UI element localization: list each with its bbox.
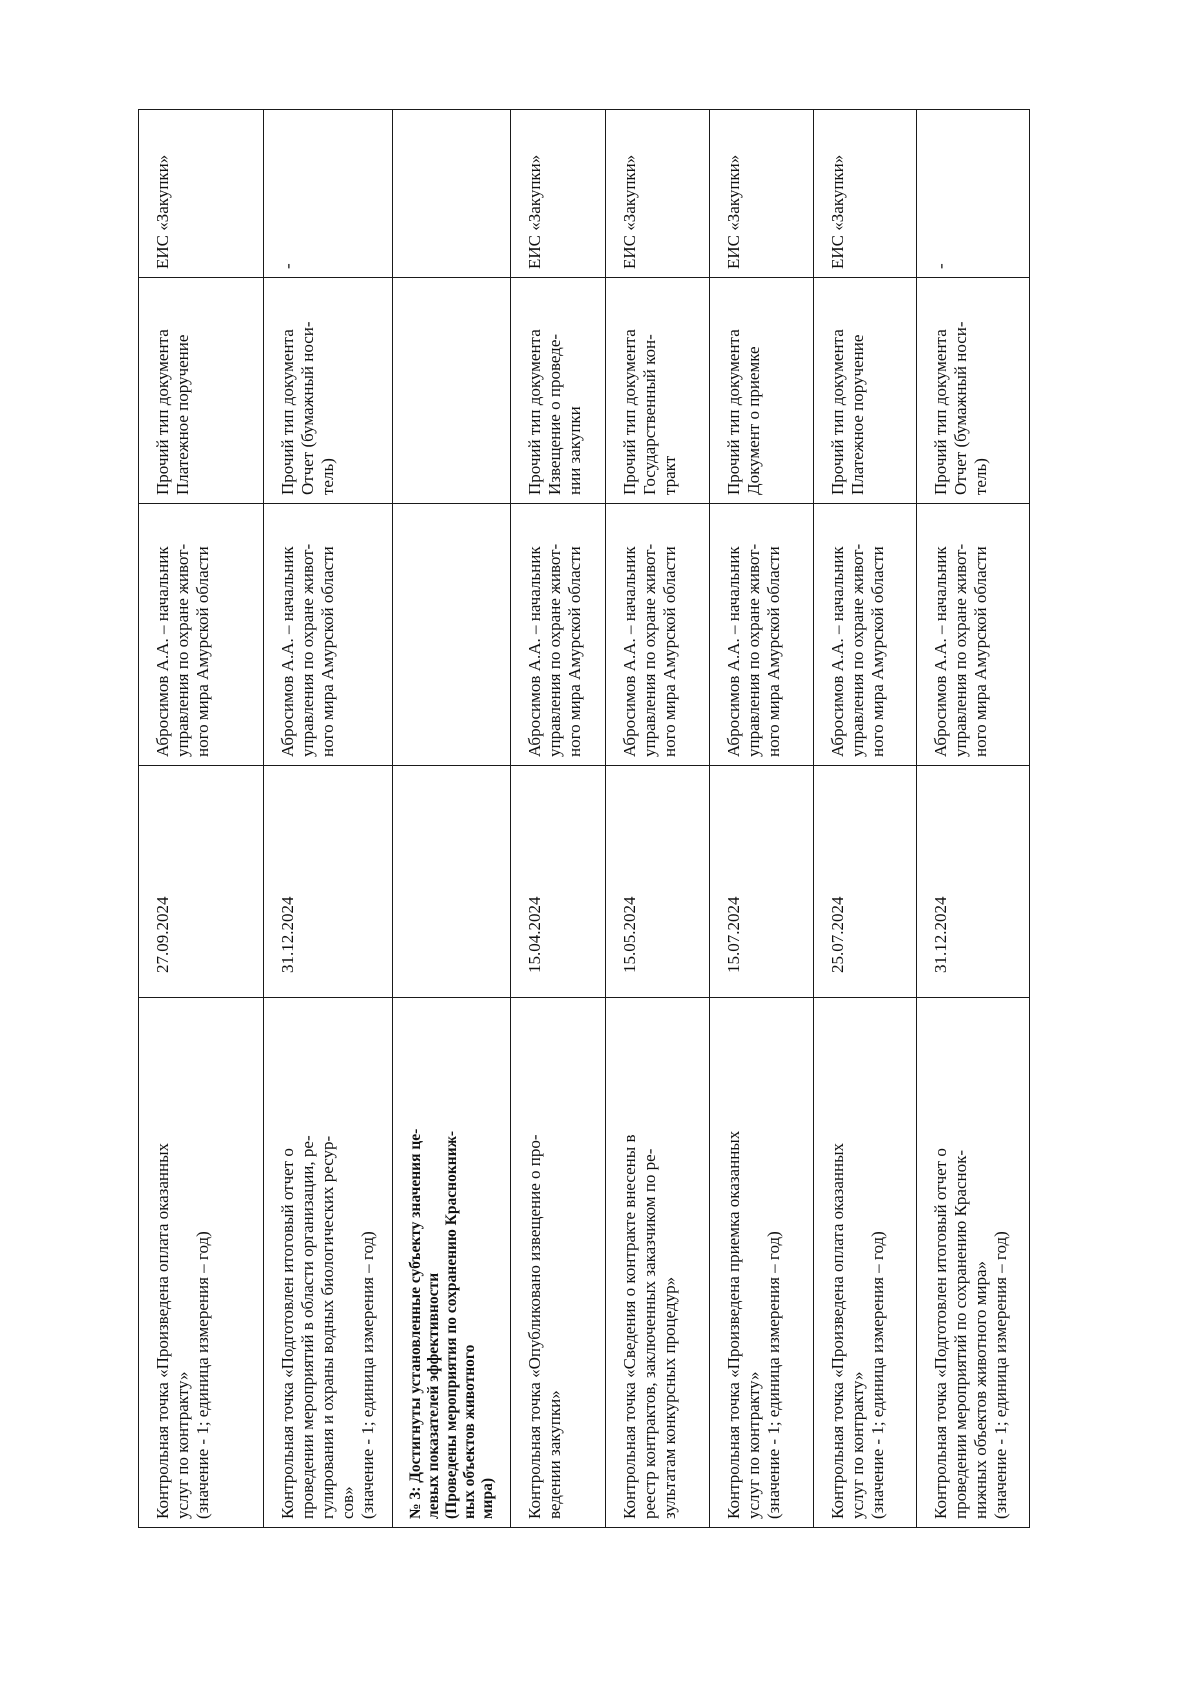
responsible_lines-line: Абросимов А.А. – начальник [524,546,544,757]
name_lines-line: (значение - 1; единица измерения – год) [193,1231,212,1519]
document_lines-line: Прочий тип документа [153,329,172,495]
cell-control-point-name [139,998,264,1528]
name_lines-line: мира) [479,1477,497,1519]
cell-control-point-name [510,998,605,1528]
cell-document-type [813,278,917,504]
document_lines-line: Отчет (бумажный носи- [298,321,318,495]
cell-due-date: 31.12.2024 [917,766,1030,998]
cell-due-date: 31.12.2024 [264,766,393,998]
cell-due-date: 25.07.2024 [813,766,917,998]
document_lines-line: Прочий тип документа [931,329,951,495]
responsible_lines-line: ного мира Амурской области [564,546,584,757]
cell-document-type [139,278,264,504]
name_lines-line: проведении мероприятий по сохранению Краснок- [951,1149,971,1519]
name_lines-line: услуг по контракту» [847,1371,867,1519]
document_lines-line: тель) [971,458,991,495]
document_lines-line: Платежное поручение [173,334,192,495]
document_lines-line: нии закупки [564,406,584,495]
cell-information-system: ЕИС «Закупки» [813,110,917,278]
cell-responsible [709,504,813,766]
responsible_lines-line: ного мира Амурской области [660,546,680,757]
name_lines-line: (значение - 1; единица измерения – год) [991,1231,1011,1519]
table-row [709,110,813,1528]
responsible_lines-line: Абросимов А.А. – начальник [931,546,951,757]
name_lines-line: услуг по контракту» [173,1371,192,1519]
table-row [393,110,511,1528]
cell-control-point-name [606,998,710,1528]
rotated-table-wrapper [138,110,1030,1528]
responsible_lines-line: ного мира Амурской области [763,546,783,757]
cell-due-date: 15.05.2024 [606,766,710,998]
name_lines-line: Контрольная точка «Произведена оплата оказанных [153,1142,172,1519]
document_lines-line: тель) [318,458,338,495]
cell-control-point-name [393,998,511,1528]
cell-information-system [393,110,511,278]
cell-due-date: 15.04.2024 [510,766,605,998]
table-row [264,110,393,1528]
name_lines-line: Контрольная точка «Опубликовано извещение о про- [524,1134,544,1519]
table-body [139,110,1030,1528]
document_lines-line: Прочий тип документа [524,329,544,495]
name_lines-line: зультатам конкурсных процедур» [660,1276,680,1519]
cell-responsible [264,504,393,766]
cell-document-type [264,278,393,504]
table-row [606,110,710,1528]
name_lines-line: (значение - 1; единица измерения – год) [358,1231,378,1519]
name_lines-line: № 3: Достигнуты установленные субъекту значения це- [407,1128,425,1519]
cell-responsible [813,504,917,766]
name_lines-line: реестр контрактов, заключенных заказчиком по ре- [640,1148,660,1519]
cell-information-system: - [917,110,1030,278]
table-row [813,110,917,1528]
name_lines-line: левых показателей эффективности [425,1272,443,1519]
responsible_lines-line: ного мира Амурской области [318,546,338,757]
responsible_lines-line: управления по охране живот- [640,543,660,757]
document_lines-line: Прочий тип документа [278,329,298,495]
cell-information-system: - [264,110,393,278]
cell-responsible [510,504,605,766]
control-points-table [138,109,1030,1528]
name_lines-line: проведении мероприятий в области организации, ре- [298,1135,318,1519]
responsible_lines-line: управления по охране живот- [951,543,971,757]
document_lines-line: Извещение о проведе- [544,333,564,495]
document_lines-line: Прочий тип документа [620,329,640,495]
cell-control-point-name [709,998,813,1528]
cell-document-type [606,278,710,504]
name_lines-line: ведении закупки» [544,1390,564,1519]
responsible_lines-line: ного мира Амурской области [193,546,212,757]
responsible_lines-line: Абросимов А.А. – начальник [153,546,172,757]
responsible_lines-line: Абросимов А.А. – начальник [723,546,743,757]
cell-due-date: 15.07.2024 [709,766,813,998]
name_lines-line: Контрольная точка «Произведена оплата оказанных [827,1142,847,1519]
cell-information-system: ЕИС «Закупки» [606,110,710,278]
name_lines-line: Контрольная точка «Произведена приемка оказанных [723,1130,743,1519]
document_lines-line: Государственный кон- [640,334,660,495]
document_lines-line: Платежное поручение [847,334,867,495]
table-row [510,110,605,1528]
cell-information-system: ЕИС «Закупки» [139,110,264,278]
responsible_lines-line: ного мира Амурской области [971,546,991,757]
document_lines-line: Документ о приемке [743,346,763,495]
cell-information-system: ЕИС «Закупки» [510,110,605,278]
cell-responsible [393,504,511,766]
responsible_lines-line: Абросимов А.А. – начальник [278,546,298,757]
cell-control-point-name [917,998,1030,1528]
document_lines-line: тракт [660,455,680,495]
cell-document-type [510,278,605,504]
table-row [139,110,264,1528]
name_lines-line: услуг по контракту» [743,1371,763,1519]
cell-control-point-name [813,998,917,1528]
cell-control-point-name [264,998,393,1528]
responsible_lines-line: управления по охране живот- [298,543,318,757]
cell-document-type [393,278,511,504]
name_lines-line: гулирования и охраны водных биологических ресур- [318,1135,338,1519]
cell-due-date [393,766,511,998]
responsible_lines-line: управления по охране живот- [173,543,192,757]
document_lines-line: Прочий тип документа [723,329,743,495]
name_lines-line: (значение - 1; единица измерения – год) [763,1231,783,1519]
name_lines-line: (значение - 1; единица измерения – год) [867,1231,887,1519]
responsible_lines-line: управления по охране живот- [544,543,564,757]
responsible_lines-line: Абросимов А.А. – начальник [620,546,640,757]
cell-document-type [709,278,813,504]
cell-responsible [917,504,1030,766]
cell-information-system: ЕИС «Закупки» [709,110,813,278]
responsible_lines-line: ного мира Амурской области [867,546,887,757]
name_lines-line: сов» [338,1486,358,1519]
cell-responsible [139,504,264,766]
document_lines-line: Прочий тип документа [827,329,847,495]
name_lines-line: Контрольная точка «Сведения о контракте внесены в [620,1134,640,1519]
cell-document-type [917,278,1030,504]
responsible_lines-line: управления по охране живот- [743,543,763,757]
table-row [917,110,1030,1528]
name_lines-line: Контрольная точка «Подготовлен итоговый отчет о [931,1148,951,1519]
cell-due-date: 27.09.2024 [139,766,264,998]
name_lines-line: (Проведены мероприятия по сохранению Краснокниж- [443,1130,461,1519]
responsible_lines-line: Абросимов А.А. – начальник [827,546,847,757]
cell-responsible [606,504,710,766]
name_lines-line: Контрольная точка «Подготовлен итоговый отчет о [278,1148,298,1519]
name_lines-line: ных объектов животного [461,1344,479,1519]
responsible_lines-line: управления по охране живот- [847,543,867,757]
name_lines-line: нижных объектов животного мира» [971,1260,991,1519]
document_lines-line: Отчет (бумажный носи- [951,321,971,495]
